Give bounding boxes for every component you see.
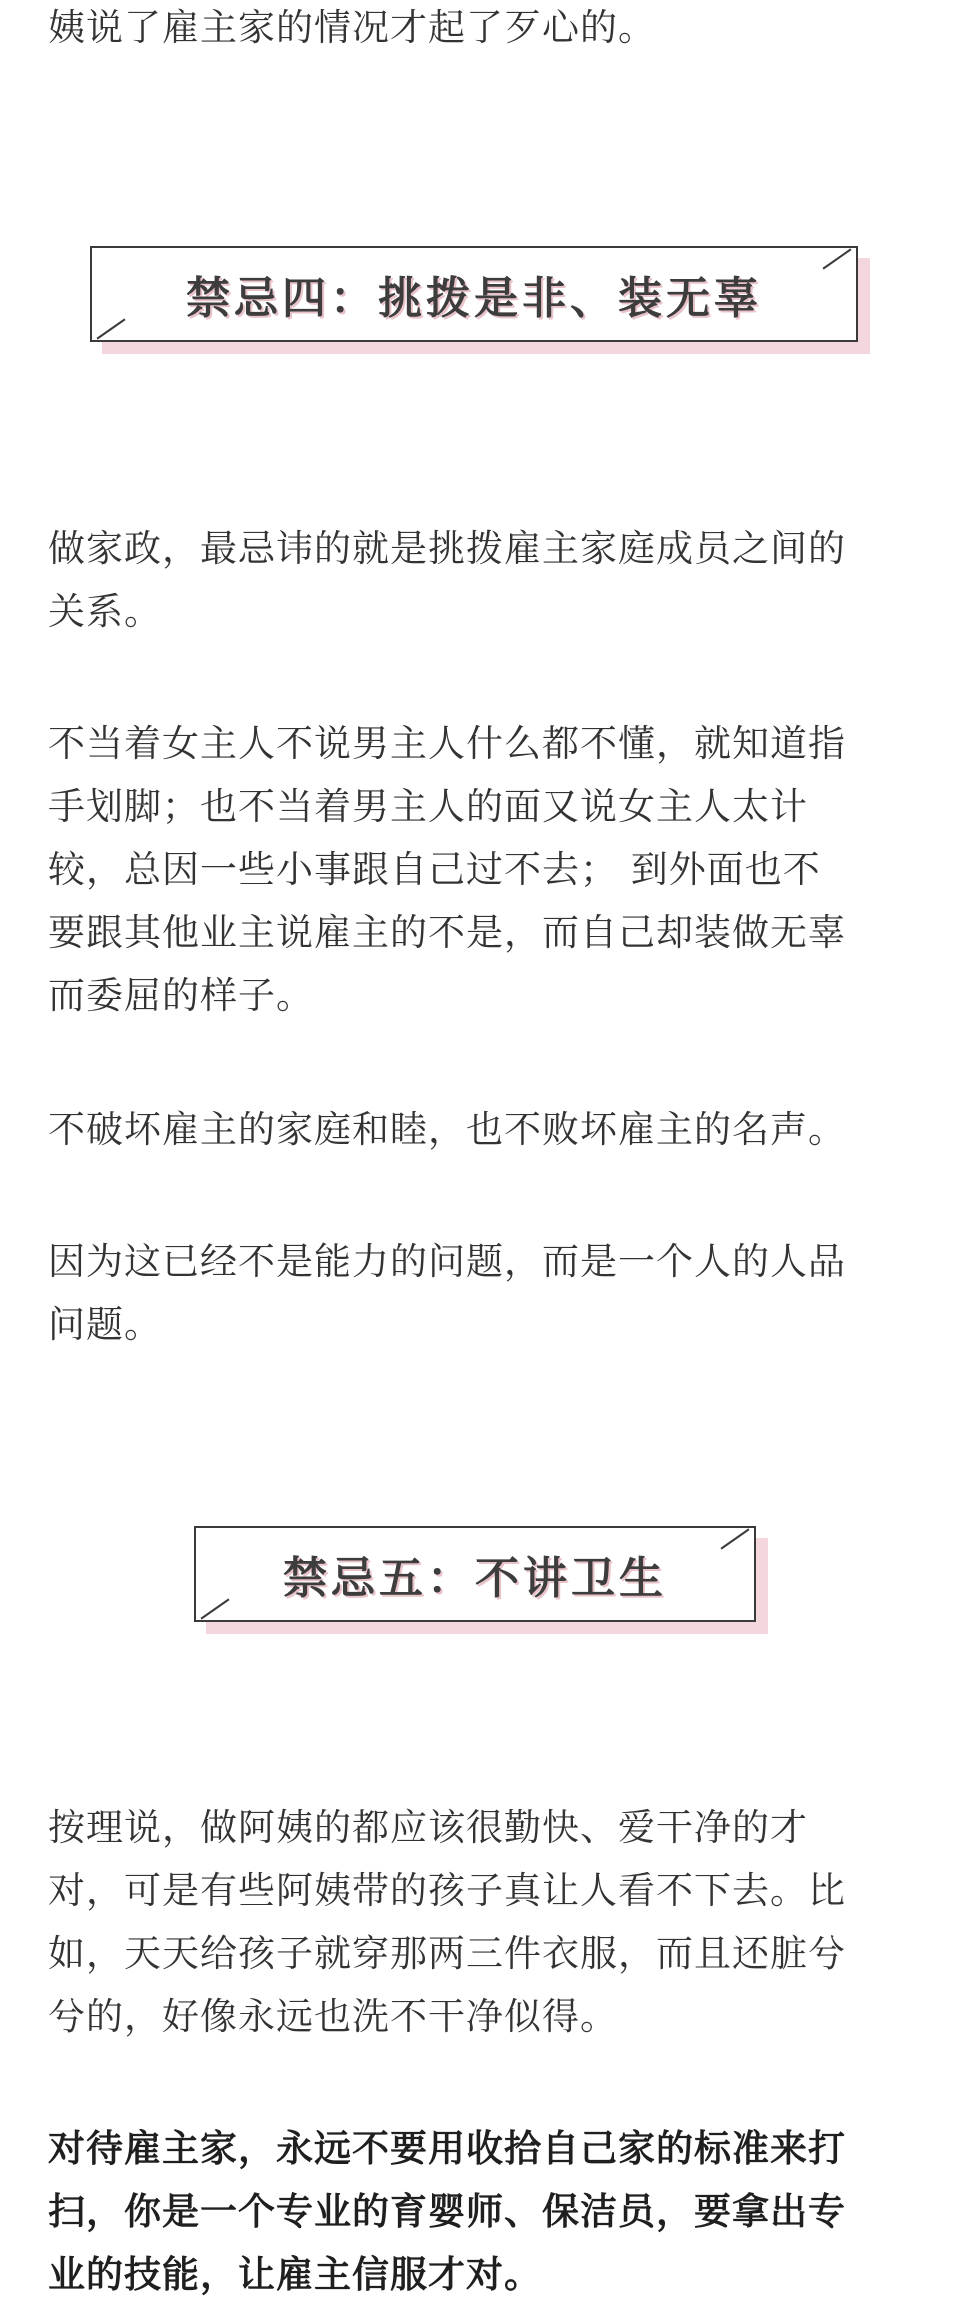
section5-paragraph-2-bold: 对待雇主家，永远不要用收拾自己家的标准来打 扫，你是一个专业的育婴师、保洁员，要拿出专 业的技能，让雇主信服才对。 [48,2127,846,2296]
section4-heading-box [90,246,858,342]
intro-line-1: 姨说了雇主家的情况才起了歹心的。 [48,6,656,49]
section5-heading-box [194,1526,756,1622]
section4-paragraph-4: 因为这已经不是能力的问题，而是一个人的人品 问题。 [48,1240,846,1346]
section5-heading: 禁忌五：不讲卫生 [283,1553,667,1604]
section4-paragraph-2: 不当着女主人不说男主人什么都不懂，就知道指 手划脚；也不当着男主人的面又说女主人太计 较，总因一些小事跟自己过不去； 到外面也不 要跟其他业主说雇主的不是，而自己却装做无辜 而委屈的样子。 [48,722,846,1017]
intro-paragraph [48,0,908,59]
section4-paragraph-3: 不破坏雇主的家庭和睦，也不败坏雇主的名声。 [48,1108,846,1151]
section4-paragraph-1: 做家政，最忌讳的就是挑拨雇主家庭成员之间的 关系。 [48,527,846,633]
section5-paragraph-1: 按理说，做阿姨的都应该很勤快、爱干净的才 对，可是有些阿姨带的孩子真让人看不下去。比 如，天天给孩子就穿那两三件衣服，而且还脏兮 兮的，好像永远也洗不干净似得。 [48,1806,846,2038]
section4-heading: 禁忌四：挑拨是非、装无辜 [186,273,762,324]
